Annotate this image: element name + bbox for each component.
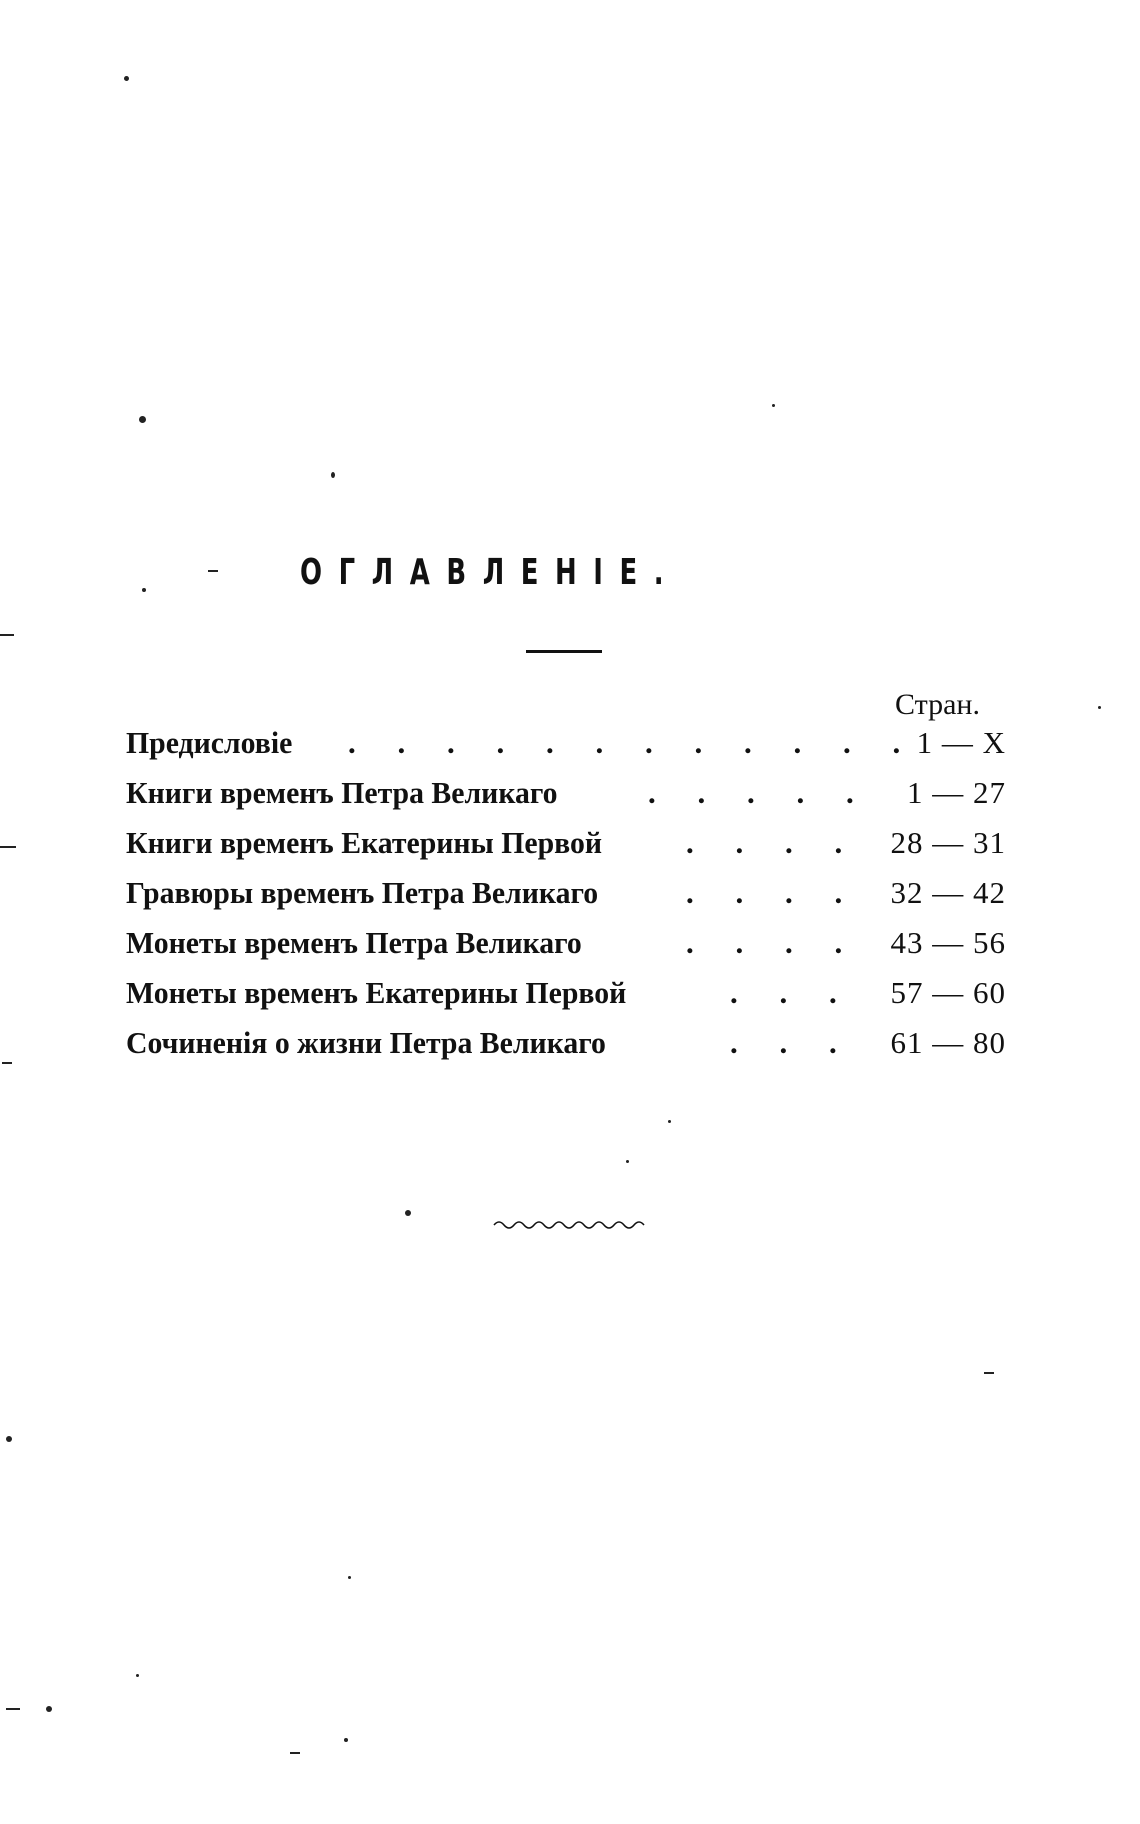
toc-entry-title: Сочиненія о жизни Петра Великаго (126, 1025, 606, 1060)
scan-speck (142, 588, 146, 592)
toc-entry-pages: 43 — 56 (890, 925, 1006, 960)
scan-dash (0, 846, 16, 848)
scan-dash (984, 1372, 994, 1374)
toc-entry-title: Книги временъ Петра Великаго (126, 775, 558, 810)
wavy-ornament (492, 1218, 647, 1232)
toc-entry-pages: 1 — X (916, 725, 1006, 760)
scan-speck (626, 1160, 629, 1163)
toc-entry-leaders: . . . . (686, 875, 860, 910)
page-title: ОГЛАВЛЕНІЕ. (300, 552, 681, 593)
title-rule (526, 650, 602, 653)
scan-speck (405, 1210, 411, 1216)
toc-entry-pages: 28 — 31 (890, 825, 1006, 860)
scan-dash (0, 634, 14, 636)
toc-entry-title: Монеты временъ Петра Великаго (126, 925, 582, 960)
toc-entry (126, 718, 1006, 768)
toc-entry-pages: 61 — 80 (890, 1025, 1006, 1060)
scan-speck (348, 1576, 351, 1579)
scan-speck (139, 416, 146, 423)
scan-speck (6, 1436, 12, 1442)
toc-entry-title: Книги временъ Екатерины Первой (126, 825, 603, 860)
pages-column-header: Стран. (895, 688, 980, 721)
toc-entry-title: Монеты временъ Екатерины Первой (126, 975, 627, 1010)
toc-entry-leaders: . . . . (686, 825, 860, 860)
scan-speck (331, 472, 335, 478)
scan-dash (6, 1708, 20, 1710)
toc-entry-pages: 57 — 60 (890, 975, 1006, 1010)
toc-entry-leaders: . . . . (686, 925, 860, 960)
toc-entry-title: Гравюры временъ Петра Великаго (126, 875, 599, 910)
scan-dash (290, 1752, 300, 1754)
scan-speck (1098, 706, 1101, 709)
toc-entry-pages: 1 — 27 (907, 775, 1006, 810)
scan-speck (344, 1738, 348, 1742)
scan-speck (772, 404, 775, 407)
toc-entry-pages: 32 — 42 (890, 875, 1006, 910)
toc-entry (126, 918, 1006, 968)
scan-speck (46, 1706, 52, 1712)
scan-speck (136, 1674, 139, 1677)
toc-entry (126, 818, 1006, 868)
toc-entry-leaders: . . . . . (648, 775, 871, 810)
toc-entry (126, 768, 1006, 818)
table-of-contents (126, 718, 1006, 1068)
scan-speck (124, 76, 129, 81)
toc-entry-leaders: . . . . . . . . . . . . (348, 725, 918, 760)
toc-entry (126, 968, 1006, 1018)
toc-entry (126, 868, 1006, 918)
scan-dash (2, 1062, 12, 1064)
toc-entry-title: Предисловіе (126, 725, 293, 760)
scan-speck (668, 1120, 671, 1123)
scan-dash (208, 570, 218, 572)
toc-entry-leaders: . . . (730, 975, 854, 1010)
toc-entry (126, 1018, 1006, 1068)
toc-entry-leaders: . . . (730, 1025, 854, 1060)
